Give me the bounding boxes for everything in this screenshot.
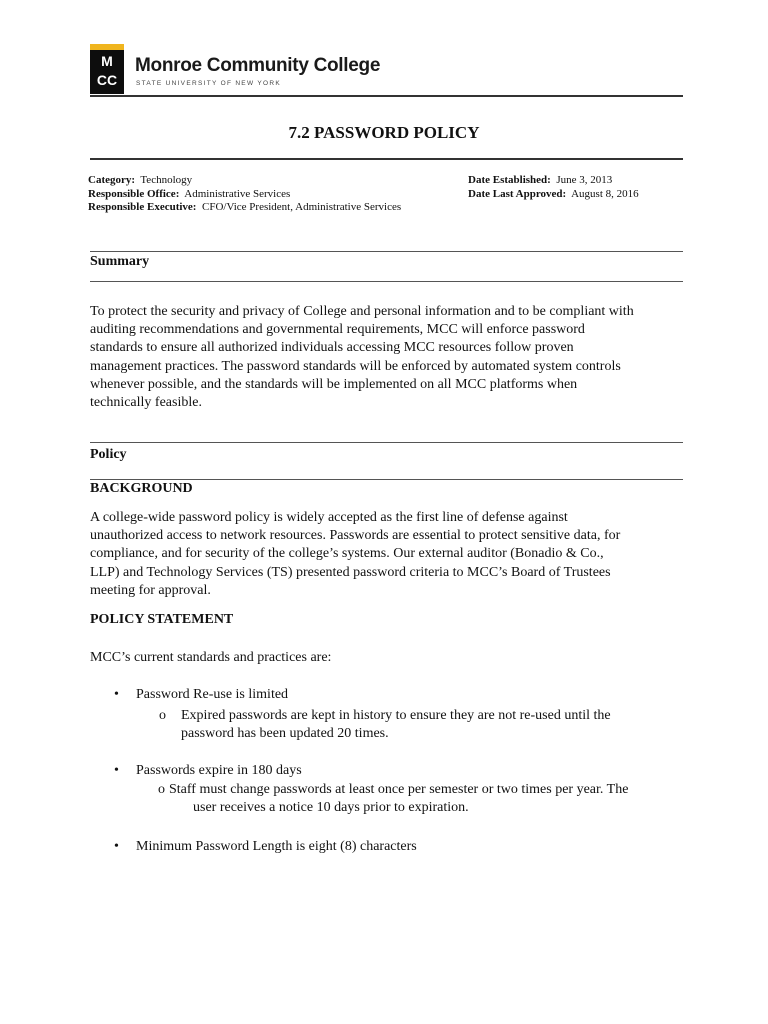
background-line: meeting for approval. [90,582,211,598]
meta-left [88,174,401,215]
background-text [90,509,690,600]
bullet-dot-icon: • [114,839,119,854]
sub-bullet-marker: o [159,708,166,723]
logo-mark-m: M [101,53,113,69]
background-line: compliance, and for security of the college’s systems. Our external auditor (Bonadio & Co., [90,546,604,562]
meta-established: Date Established: June 3, 2013 [468,174,613,186]
logo-gold-bar [90,44,124,50]
summary-line: whenever possible, and the standards will be implemented on all MCC platforms when [90,376,578,392]
title-divider [90,158,683,160]
summary-line: technically feasible. [90,395,202,411]
sub-bullet-line: Staff must change passwords at least once per semester or two times per year. The [169,782,629,797]
meta-executive: Responsible Executive: CFO/Vice President, Administrative Services [88,201,402,213]
header-divider [90,95,683,97]
bullet-dot-icon: • [114,763,119,778]
bullet-item: Minimum Password Length is eight (8) characters [136,839,417,854]
summary-line: management practices. The password standards will be enforced by automated system controls [90,358,621,374]
policy-heading: Policy [90,447,127,462]
summary-text [90,303,690,412]
meta-right [468,174,639,201]
meta-category: Category: Technology [88,174,193,186]
background-line: A college-wide password policy is widely accepted as the first line of defense against [90,510,568,525]
logo-mark-cc: CC [96,72,118,88]
sub-bullet-line: user receives a notice 10 days prior to expiration. [193,800,469,815]
summary-line: standards to ensure all authorized individuals accessing MCC resources follow proven [90,340,574,356]
meta-office: Responsible Office: Administrative Services [88,187,291,200]
background-line: unauthorized access to network resources. Passwords are essential to protect sensitive data, for [90,528,621,544]
bullet-item: Passwords expire in 180 days [136,763,302,778]
college-subtitle: STATE UNIVERSITY OF NEW YORK [136,80,281,87]
policy-statement-heading: POLICY STATEMENT [90,612,234,627]
policy-statement-intro: MCC’s current standards and practices are: [90,650,332,665]
policy-top-divider [90,442,683,443]
summary-top-divider [90,251,683,252]
bullet-item: Password Re-use is limited [136,687,289,702]
background-heading: BACKGROUND [90,481,193,496]
logo-mark [90,52,124,90]
summary-bottom-divider [90,281,683,282]
sub-bullet-line: password has been updated 20 times. [181,726,389,742]
summary-line: To protect the security and privacy of College and personal information and to be compliant with [90,304,634,319]
background-line: LLP) and Technology Services (TS) presented password criteria to MCC’s Board of Trustees [90,564,611,580]
summary-line: auditing recommendations and governmental requirements, MCC will enforce password [90,322,585,338]
sub-bullet-text [181,707,681,743]
meta-approved: Date Last Approved: August 8, 2016 [468,187,639,200]
college-name: Monroe Community College [135,55,381,76]
bullet-dot-icon: • [114,687,119,702]
sub-bullet-marker: o [158,782,165,797]
page-title: 7.2 PASSWORD POLICY [288,123,480,142]
sub-bullet-line: Expired passwords are kept in history to ensure they are not re-used until the [181,708,611,723]
summary-heading: Summary [90,254,150,269]
policy-bottom-divider [90,479,683,480]
